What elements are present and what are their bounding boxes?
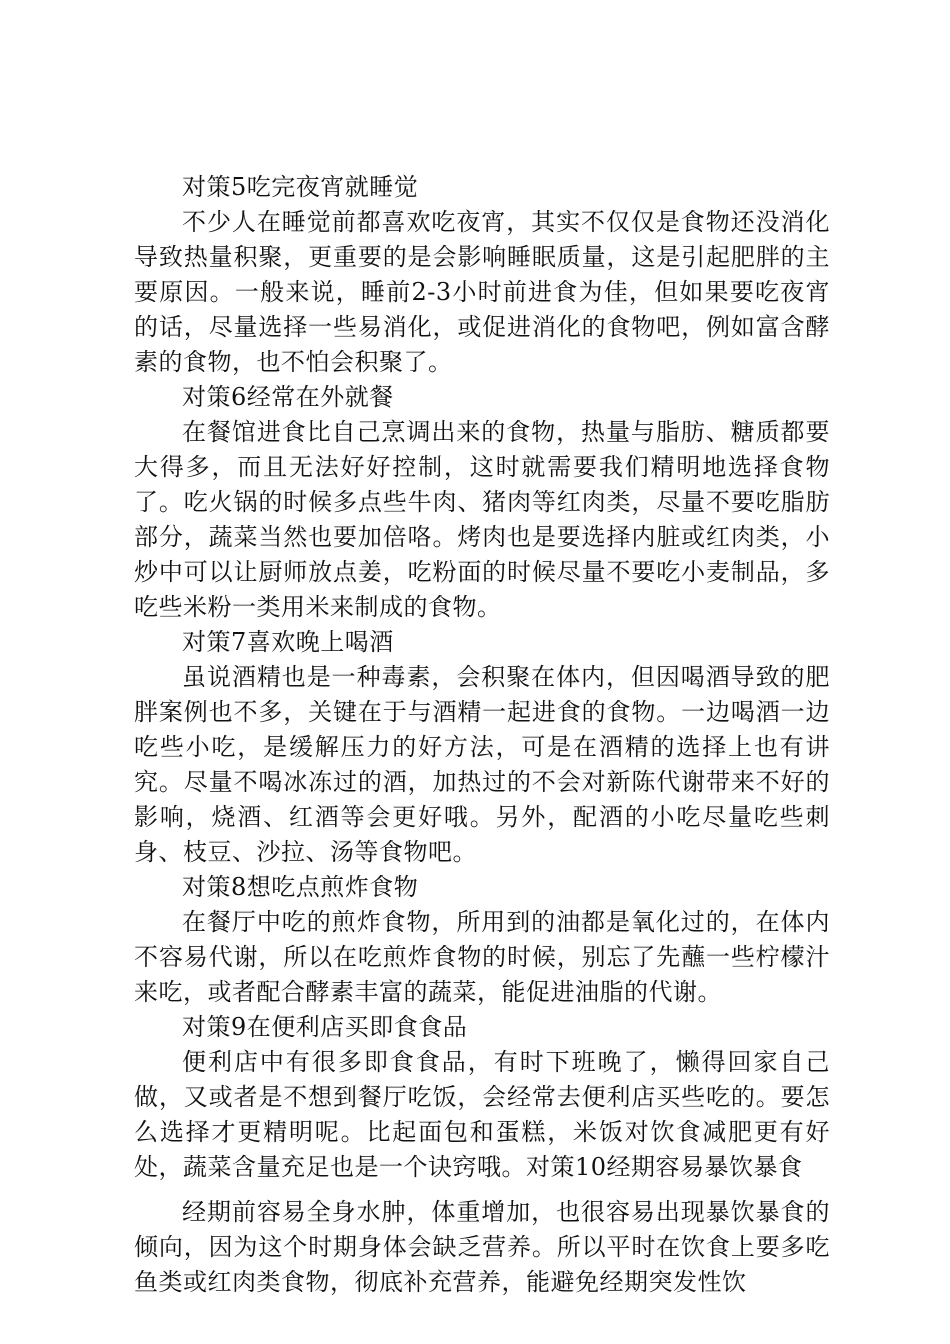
section-heading-7: 对策7喜欢晚上喝酒 bbox=[182, 628, 394, 656]
body-paragraph-7: 虽说酒精也是一种毒素，会积聚在体内，但因喝酒导致的肥胖案例也不多，关键在于与酒精一起进食的食物。一边喝酒一边吃些小吃，是缓解压力的好方法，可是在酒精的选择上也有讲究。尽量不喝冰冻过的酒，加热过的不会对新陈代谢带来不好的影响，烧酒、红酒等会更好哦。另外，配酒的小吃尽量吃些刺身、枝豆、沙拉、汤等食物吧。 bbox=[134, 663, 830, 866]
body-paragraph-10: 经期前容易全身水肿，体重增加，也很容易出现暴饮暴食的倾向，因为这个时期身体会缺乏营养。所以平时在饮食上要多吃鱼类或红肉类食物，彻底补充营养，能避免经期突发性饮 bbox=[134, 1198, 830, 1296]
body-paragraph-9: 便利店中有很多即食食品，有时下班晚了，懒得回家自己做，又或者是不想到餐厅吃饭，会经常去便利店买些吃的。要怎么选择才更精明呢。比起面包和蛋糕，米饭对饮食减肥更有好处，蔬菜含量充足也是一个诀窍哦。对策10经期容易暴饮暴食 bbox=[134, 1048, 830, 1181]
body-paragraph-5: 不少人在睡觉前都喜欢吃夜宵，其实不仅仅是食物还没消化导致热量积聚，更重要的是会影响睡眠质量，这是引起肥胖的主要原因。一般来说，睡前2-3小时前进食为佳，但如果要吃夜宵的话，尽量选择一些易消化，或促进消化的食物吧，例如富含酵素的食物，也不怕会积聚了。 bbox=[134, 208, 830, 376]
document-body bbox=[134, 170, 830, 1300]
section-heading-6: 对策6经常在外就餐 bbox=[182, 383, 394, 411]
body-paragraph-6: 在餐馆进食比自己烹调出来的食物，热量与脂肪、糖质都要大得多，而且无法好好控制，这时就需要我们精明地选择食物了。吃火锅的时候多点些牛肉、猪肉等红肉类，尽量不要吃脂肪部分，蔬菜当然也要加倍咯。烤肉也是要选择内脏或红肉类，小炒中可以让厨师放点姜，吃粉面的时候尽量不要吃小麦制品，多吃些米粉一类用米来制成的食物。 bbox=[134, 418, 830, 621]
section-heading-8: 对策8想吃点煎炸食物 bbox=[182, 873, 419, 901]
section-heading-9: 对策9在便利店买即食食品 bbox=[182, 1013, 468, 1041]
body-paragraph-8: 在餐厅中吃的煎炸食物，所用到的油都是氧化过的，在体内不容易代谢，所以在吃煎炸食物的时候，别忘了先蘸一些柠檬汁来吃，或者配合酵素丰富的蔬菜，能促进油脂的代谢。 bbox=[134, 908, 830, 1006]
section-heading-5: 对策5吃完夜宵就睡觉 bbox=[182, 173, 419, 201]
